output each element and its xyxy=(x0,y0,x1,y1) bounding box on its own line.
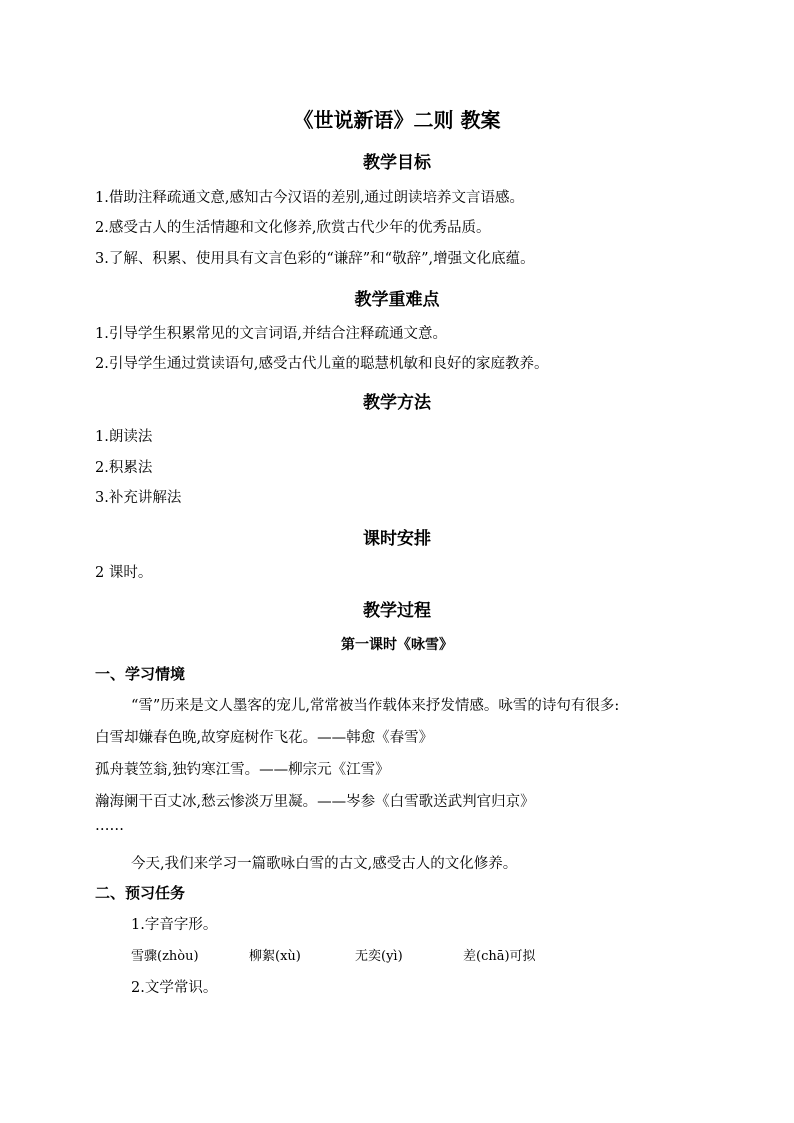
poem-line-2: 孤舟蓑笠翁,独钓寒江雪。——柳宗元《江雪》 xyxy=(95,762,390,778)
heading-schedule: 课时安排 xyxy=(363,529,431,549)
part1-closing: 今天,我们来学习一篇歌咏白雪的古文,感受古人的文化修养。 xyxy=(131,856,518,872)
part1-heading: 一、学习情境 xyxy=(95,665,186,683)
schedule-text: 2 课时。 xyxy=(95,565,153,581)
heading-methods: 教学方法 xyxy=(363,393,431,413)
poem-line-1: 白雪却嫌春色晚,故穿庭树作飞花。——韩愈《春雪》 xyxy=(95,730,434,746)
document-title: 《世说新语》二则 教案 xyxy=(293,108,501,132)
poem-line-3: 瀚海阑干百丈冰,愁云惨淡万里凝。——岑参《白雪歌送武判官归京》 xyxy=(95,794,535,810)
part1-intro: “雪”历来是文人墨客的宠儿,常常被当作载体来抒发情感。咏雪的诗句有很多: xyxy=(131,698,620,714)
method-item-3: 3.补充讲解法 xyxy=(95,490,182,506)
ellipsis: …… xyxy=(95,818,124,834)
heading-goals: 教学目标 xyxy=(363,153,431,173)
task1-text: 1.字音字形。 xyxy=(131,917,218,933)
method-item-2: 2.积累法 xyxy=(95,460,153,476)
heading-process: 教学过程 xyxy=(363,601,431,621)
keypoint-item-2: 2.引导学生通过赏读语句,感受古代儿童的聪慧机敏和良好的家庭教养。 xyxy=(95,356,549,372)
word-item-1: 雪骤(zhòu) xyxy=(131,949,199,964)
word-item-2: 柳絮(xù) xyxy=(249,949,301,964)
heading-keypoints: 教学重难点 xyxy=(354,290,440,310)
word-item-4: 差(chā)可拟 xyxy=(463,949,536,964)
goal-item-1: 1.借助注释疏通文意,感知古今汉语的差别,通过朗读培养文言语感。 xyxy=(95,190,525,206)
part2-heading: 二、预习任务 xyxy=(95,884,186,902)
keypoint-item-1: 1.引导学生积累常见的文言词语,并结合注释疏通文意。 xyxy=(95,326,447,342)
method-item-1: 1.朗读法 xyxy=(95,429,153,445)
goal-item-2: 2.感受古人的生活情趣和文化修养,欣赏古代少年的优秀品质。 xyxy=(95,220,491,236)
task2-text: 2.文学常识。 xyxy=(131,980,218,996)
lesson1-title: 第一课时《咏雪》 xyxy=(341,637,453,653)
goal-item-3: 3.了解、积累、使用具有文言色彩的“谦辞”和“敬辞”,增强文化底蕴。 xyxy=(95,251,535,267)
word-item-3: 无奕(yì) xyxy=(355,949,403,964)
